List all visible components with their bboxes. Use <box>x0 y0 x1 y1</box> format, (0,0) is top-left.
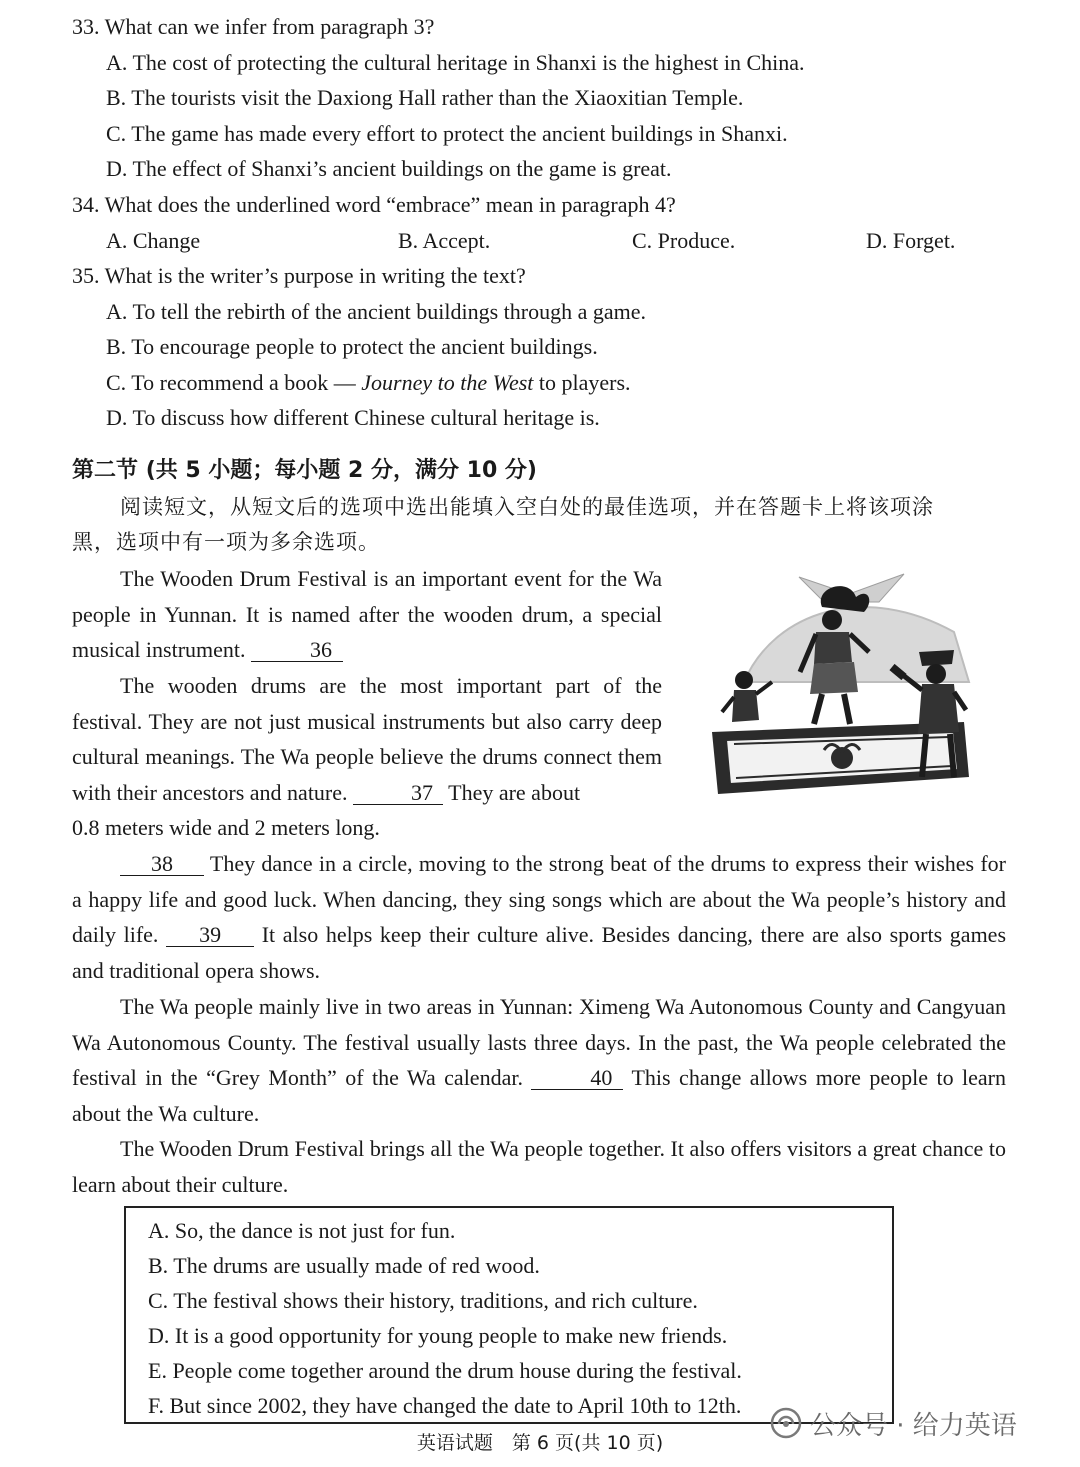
answer-choices-box <box>124 1206 894 1424</box>
question-34-option-c: C. Produce. <box>632 228 736 253</box>
blank-36: 36 <box>251 639 343 662</box>
wa-drum-dance-illustration <box>704 572 979 807</box>
question-33-option-a: A. The cost of protecting the cultural heritage in Shanxi is the highest in China. <box>106 50 805 75</box>
question-34-option-b: B. Accept. <box>398 228 491 253</box>
choice-c: C. The festival shows their history, traditions, and rich culture. <box>148 1288 698 1313</box>
passage-paragraph-5: The Wooden Drum Festival brings all the Wa people together. It also offers visitors a great chance to learn about their culture. <box>72 1136 1006 1197</box>
blank-37: 37 <box>353 782 443 805</box>
passage-p2-text: The wooden drums are the most important part of the festival. They are not just musical instruments but also carry deep cultural meanings. The Wa people believe the drums connect them with their ancestors and nature. <box>72 673 662 805</box>
blank-39: 39 <box>166 924 254 947</box>
question-34-option-d: D. Forget. <box>866 228 956 253</box>
passage-paragraph-3 <box>72 846 1006 988</box>
passage-p2-text-c: 0.8 meters wide and 2 meters long. <box>72 815 380 840</box>
passage-paragraph-4 <box>72 989 1006 1131</box>
question-35-option-b: B. To encourage people to protect the ancient buildings. <box>106 334 598 359</box>
passage-p2-text-b: They are about <box>448 779 581 805</box>
question-35-option-a: A. To tell the rebirth of the ancient buildings through a game. <box>106 299 646 324</box>
choice-f: F. But since 2002, they have changed the date to April 10th to 12th. <box>148 1393 742 1418</box>
book-title: Journey to the West <box>361 370 534 395</box>
blank-40: 40 <box>531 1067 623 1090</box>
question-35-option-c-tail: to players. <box>533 370 631 395</box>
passage-p1-text: The Wooden Drum Festival is an important event for the Wa people in Yunnan. It is named after the wooden drum, a special musical instrument. <box>72 566 662 663</box>
passage-p4-text-b: This change allows more people to learn about the Wa culture. <box>72 1065 1007 1126</box>
passage-p4-text: The Wa people mainly live in two areas in Yunnan: Ximeng Wa Autonomous County and Cangyuan Wa Autonomous County. The festival usually lasts three days. In the past, the Wa people celebrated the festival in the “Grey Month” of the Wa calendar. <box>72 994 1006 1091</box>
question-33-option-d: D. The effect of Shanxi’s ancient buildings on the game is great. <box>106 156 672 181</box>
choice-a: A. So, the dance is not just for fun. <box>148 1218 456 1243</box>
question-35-option-c <box>106 368 631 398</box>
question-35-stem: 35. What is the writer’s purpose in writing the text? <box>72 263 526 288</box>
question-34-option-a: A. Change <box>106 228 201 253</box>
watermark-text: 公众号 · 给力英语 <box>810 1410 1017 1441</box>
section-title-rest: (共 5 小题；每小题 2 分，满分 10 分) <box>145 458 537 483</box>
question-33-stem: 33. What can we infer from paragraph 3? <box>72 14 435 39</box>
question-34-stem: 34. What does the underlined word “embrace” mean in paragraph 4? <box>72 192 676 217</box>
passage-p3-text: They dance in a circle, moving to the strong beat of the drums to express their wishes for a happy life and good luck. When dancing, they sing songs which are about the Wa people’s history and daily life. <box>72 851 1006 948</box>
choice-e: E. People come together around the drum house during the festival. <box>148 1358 742 1383</box>
choice-d: D. It is a good opportunity for young people to make new friends. <box>148 1323 728 1348</box>
page-footer: 英语试题 第 6 页(共 10 页) <box>416 1432 664 1454</box>
passage-paragraph-2 <box>72 668 662 810</box>
section-instruction-line2: 黑，选项中有一项为多余选项。 <box>72 530 380 554</box>
question-33-option-c: C. The game has made every effort to protect the ancient buildings in Shanxi. <box>106 121 788 146</box>
question-33-option-b: B. The tourists visit the Daxiong Hall rather than the Xiaoxitian Temple. <box>106 85 744 110</box>
passage-p3-text-b: It also helps keep their culture alive. Besides dancing, there are also sports games and traditional opera shows. <box>72 922 1007 983</box>
section-title-bold: 第二节 <box>72 458 139 483</box>
section-title <box>72 456 537 486</box>
blank-38: 38 <box>120 853 204 876</box>
passage-paragraph-1 <box>72 561 662 668</box>
section-instruction-line1: 阅读短文，从短文后的选项中选出能填入空白处的最佳选项，并在答题卡上将该项涂 <box>120 495 934 519</box>
choice-b: B. The drums are usually made of red wood. <box>148 1253 540 1278</box>
question-35-option-c-text: C. To recommend a book — <box>106 370 356 395</box>
question-35-option-d: D. To discuss how different Chinese cultural heritage is. <box>106 405 600 430</box>
